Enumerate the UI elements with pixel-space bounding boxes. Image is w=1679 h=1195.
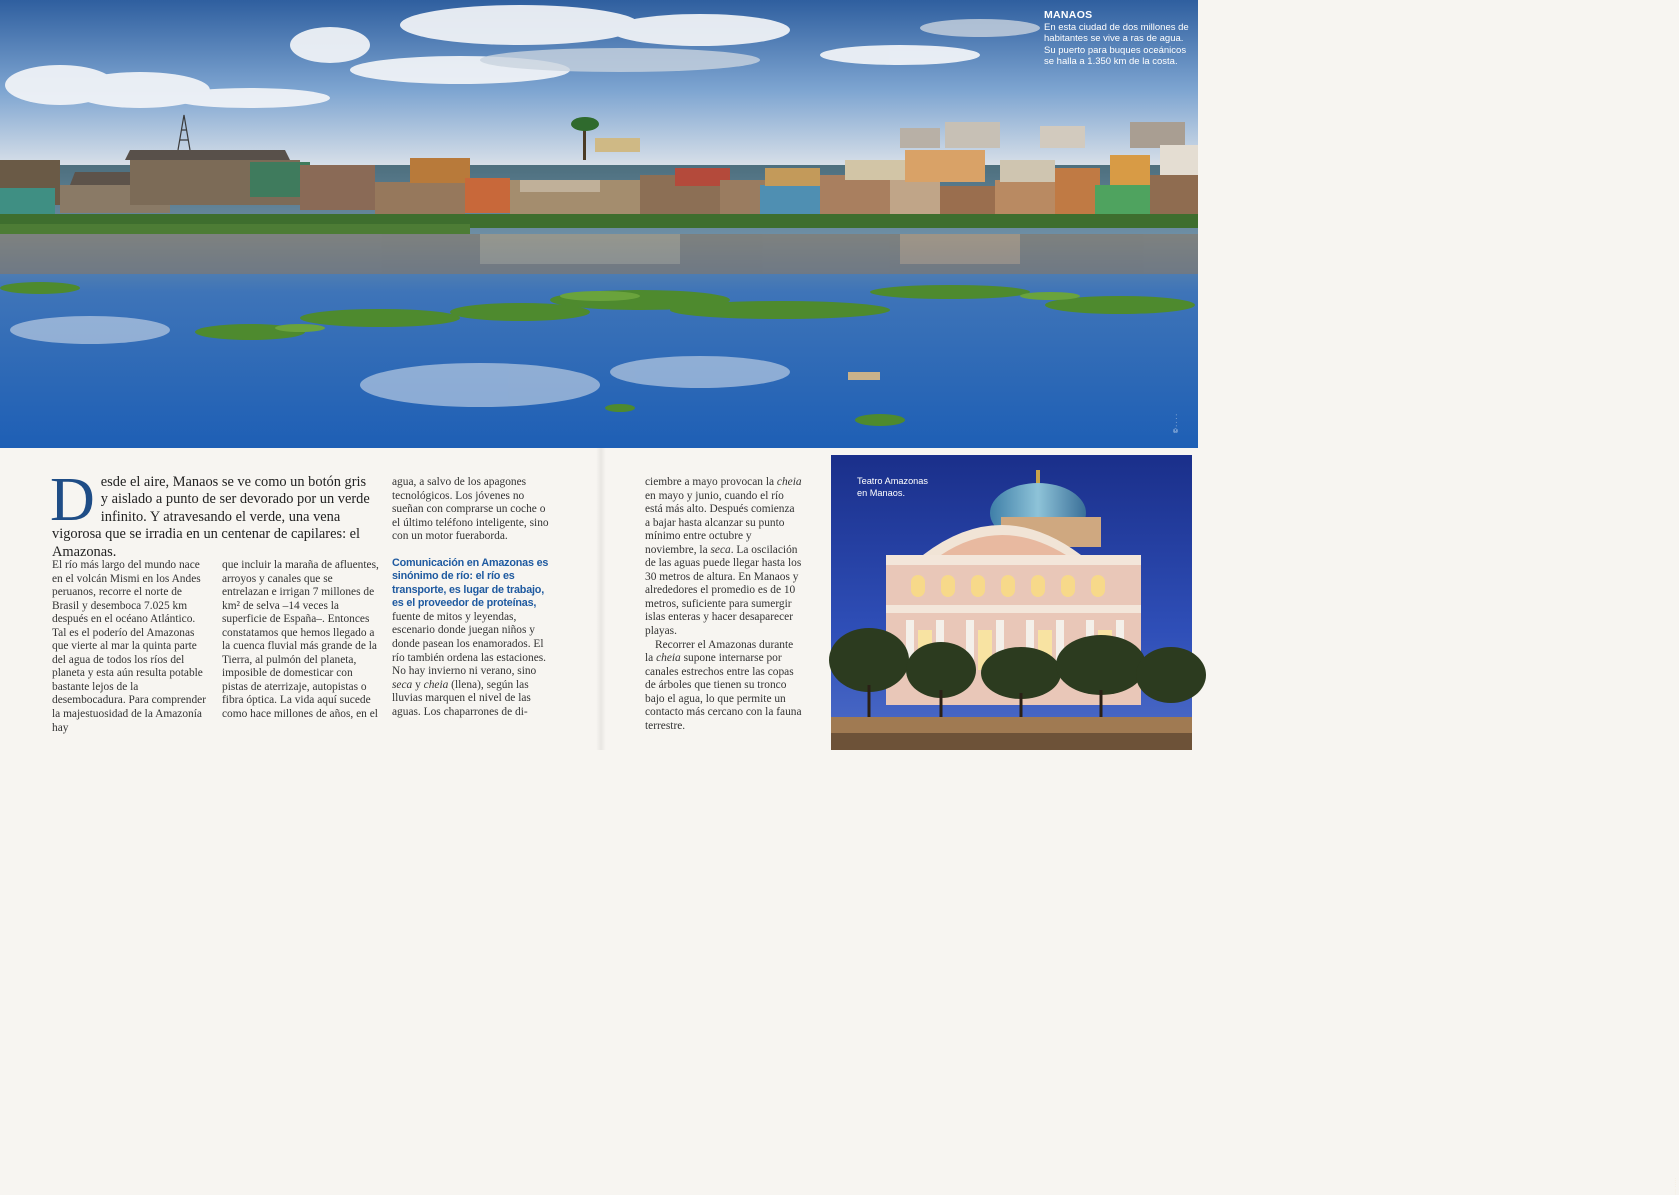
side-photo-caption [857,476,1007,499]
column-1-text: El río más largo del mundo nace en el volcán Mismi en los Andes peruanos, recorre el norte de Brasil y desemboca 7.025 km después en el océano Atlántico. Tal es el poderío del Amazonas que vierte al mar la quinta parte del agua de todos los ríos del planeta y esta aún resulta potable bastante lejos de la desembocadura. Para comprender la majestuosidad de la Amazonía hay [52,559,207,734]
hero-caption-text: En esta ciudad de dos millones de habitantes se vive a ras de agua. Su puerto para buques oceánicos se halla a 1.350 km de la costa. [1044,21,1189,67]
hero-photo-credit: © · · · · [1174,413,1180,433]
dropcap: D [50,466,95,534]
article-lead [50,466,374,561]
term-seca-2: seca [710,543,731,556]
term-cheia: cheia [423,678,449,691]
article-column-4 [645,476,802,733]
column-4-text-a: ciembre a mayo provocan la [645,476,777,488]
teatro-amazonas-illustration [831,455,1192,750]
side-photo-credit: ··· ····· [1673,1177,1679,1195]
hero-caption-title: MANAOS [1044,9,1093,21]
hero-photo-illustration [0,0,1198,448]
column-4-text-c: . La oscilación de las aguas puede llegar hasta los 30 metros de altura. En Manaos y alrededores el promedio es de 10 metros, suficiente para sumergir islas enteras y hacer desaparecer playas. [645,543,802,638]
article-column-2 [222,559,379,722]
hero-photo [0,0,1198,448]
column-4-text-d2: supone internarse por canales estrechos entre las copas de árboles que tienen su tronco bajo el agua, lo que permite un contacto más cercano con la fauna terrestre. [645,652,802,732]
column-2-text: que incluir la maraña de afluentes, arroyos y canales que se entrelazan e irrigan 7 millones de km² de selva –14 veces la superficie de España–. Entonces constatamos que hemos llegado a la cuenca fluvial más grande de la Tierra, al pulmón del planeta, imposible de domesticar con pistas de aterrizaje, autopistas o fibra óptica. La vida aquí sucede como hace millones de años, en el [222,559,379,721]
hero-caption [1044,10,1192,68]
article-column-1 [52,559,212,735]
column-4-paragraph-2 [645,639,802,734]
lead-text: esde el aire, Manaos se ve como un botón gris y aislado a punto de ser devorado por un verde infinito. Y atravesando el verde, una vena vigorosa que se irradia en un centenar de capilares: el Amazonas. [52,474,370,560]
teatro-amazonas-photo [831,455,1679,1195]
column-4-text-d1: Recorrer el Amazonas durante la [645,638,794,665]
page-gutter [596,448,606,750]
column-4-text-b: en mayo y junio, cuando el río está más alto. Después comienza a bajar hasta alcanzar su punto mínimo entre octubre y noviembre, la [645,489,795,556]
term-seca: seca [392,678,413,691]
column-3-text-y: y [412,678,424,691]
pull-highlight: Comunicación en Amazonas es sinónimo de río: el río es transporte, es lugar de trabajo, es el proveedor de proteínas, [392,556,549,610]
article-column-3 [392,476,550,719]
column-3-text-b: (llena), según las lluvias marquen el nivel de las aguas. Los chaparrones de di- [392,678,531,718]
side-caption-line-1: Teatro Amazonas [857,476,928,486]
column-3-text-a: fuente de mitos y leyendas, escenario donde juegan niños y donde pasean los enamorados. El río también ordena las estaciones. No hay invierno ni verano, sino [392,610,547,678]
term-cheia-2: cheia [776,476,802,488]
side-caption-line-2: en Manaos. [857,487,906,498]
term-cheia-3: cheia [656,652,681,665]
column-4-paragraph-1 [645,476,802,639]
column-3-paragraph-1: agua, a salvo de los apagones tecnológicos. Los jóvenes no sueñan con comprarse un coche o el último teléfono inteligente, sino con un motor fueraborda. [392,476,549,543]
column-3-paragraph-2 [392,557,550,720]
